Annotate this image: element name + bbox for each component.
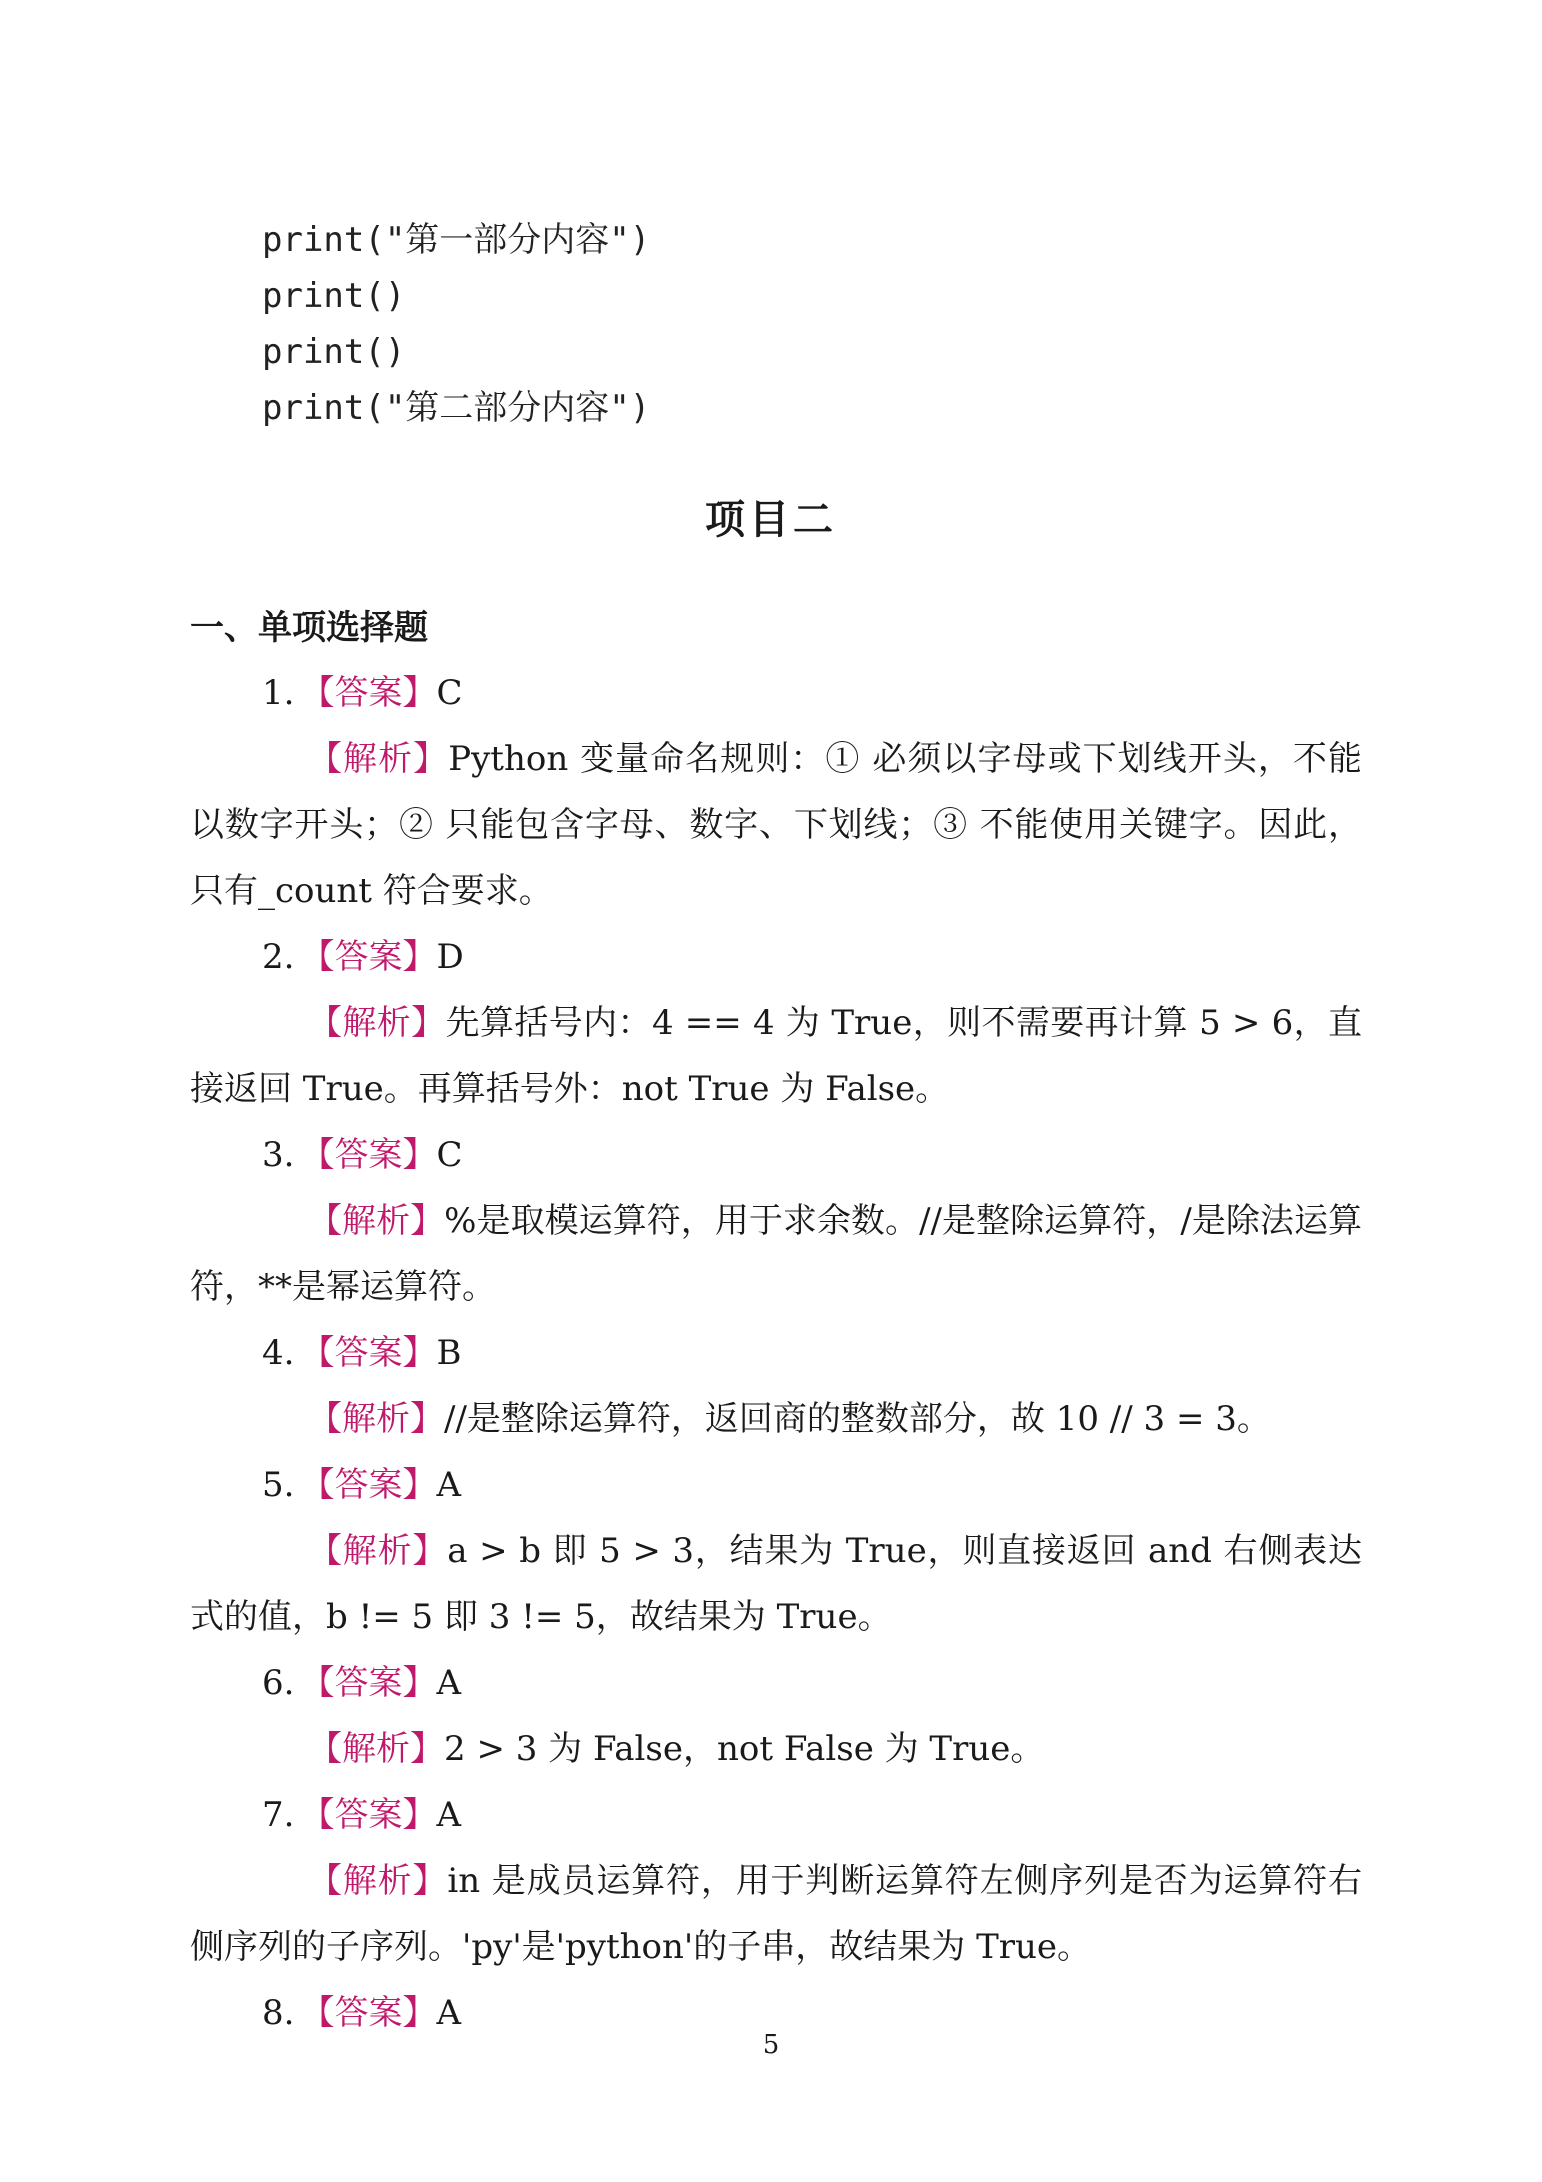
answer-line <box>190 924 1362 990</box>
question-number: 7. <box>262 1795 295 1835</box>
analysis-tag: 【解析】 <box>308 739 449 779</box>
project-title: 项目二 <box>705 497 837 543</box>
code-line: print("第一部分内容") <box>262 220 651 260</box>
answer-line <box>190 660 1362 726</box>
analysis-tag: 【解析】 <box>308 1399 444 1439</box>
analysis-text: 2 > 3 为 False，not False 为 True。 <box>444 1729 1045 1769</box>
analysis-paragraph <box>190 990 1362 1122</box>
analysis-text: %是取模运算符，用于求余数。//是整除运算符，/是除法运算符，**是幂运算符。 <box>190 1201 1362 1307</box>
analysis-text: in 是成员运算符，用于判断运算符左侧序列是否为运算符右侧序列的子序列。'py'是'python'的子串，故结果为 True。 <box>190 1861 1363 1967</box>
page-number: 5 <box>762 2030 780 2060</box>
question-number: 4. <box>262 1333 295 1373</box>
question-number: 6. <box>262 1663 295 1703</box>
answer-line <box>190 1782 1362 1848</box>
answer-tag: 【答案】 <box>300 1465 437 1505</box>
answer-line <box>190 1320 1362 1386</box>
analysis-tag: 【解析】 <box>308 1729 444 1769</box>
question-number: 3. <box>262 1135 295 1175</box>
answer-list <box>190 660 1362 2046</box>
analysis-text: a > b 即 5 > 3，结果为 True，则直接返回 and 右侧表达式的值，b != 5 即 3 != 5，故结果为 True。 <box>190 1531 1362 1637</box>
answer-tag: 【答案】 <box>300 1333 437 1373</box>
answer-value: A <box>436 1993 462 2033</box>
analysis-tag: 【解析】 <box>308 1531 448 1571</box>
code-line: print() <box>262 332 406 372</box>
answer-value: C <box>436 1135 463 1175</box>
analysis-tag: 【解析】 <box>308 1201 445 1241</box>
analysis-text: //是整除运算符，返回商的整数部分，故 10 // 3 = 3。 <box>444 1399 1271 1439</box>
answer-tag: 【答案】 <box>300 673 437 713</box>
analysis-paragraph <box>190 1386 1362 1452</box>
answer-value: A <box>436 1795 462 1835</box>
analysis-tag: 【解析】 <box>308 1861 448 1901</box>
answer-tag: 【答案】 <box>300 1795 437 1835</box>
answer-value: D <box>436 937 464 977</box>
question-number: 1. <box>262 673 295 713</box>
answer-tag: 【答案】 <box>300 1135 437 1175</box>
answer-value: A <box>436 1465 462 1505</box>
answer-value: B <box>436 1333 462 1373</box>
answer-value: A <box>436 1663 462 1703</box>
answer-line <box>190 1122 1362 1188</box>
analysis-text: Python 变量命名规则：① 必须以字母或下划线开头，不能以数字开头；② 只能包含字母、数字、下划线；③ 不能使用关键字。因此，只有_count 符合要求。 <box>190 739 1362 911</box>
code-line: print("第二部分内容") <box>262 388 651 428</box>
answer-tag: 【答案】 <box>300 1993 437 2033</box>
answer-line <box>190 1650 1362 1716</box>
analysis-paragraph <box>190 1518 1362 1650</box>
analysis-tag: 【解析】 <box>308 1003 446 1043</box>
answer-tag: 【答案】 <box>300 937 437 977</box>
answer-line <box>190 1452 1362 1518</box>
question-number: 5. <box>262 1465 295 1505</box>
code-block <box>262 212 650 436</box>
analysis-paragraph <box>190 1848 1362 1980</box>
answer-value: C <box>436 673 463 713</box>
analysis-paragraph <box>190 1716 1362 1782</box>
section-title: 一、单项选择题 <box>190 608 428 648</box>
question-number: 2. <box>262 937 295 977</box>
analysis-paragraph <box>190 1188 1362 1320</box>
answer-tag: 【答案】 <box>300 1663 437 1703</box>
analysis-paragraph <box>190 726 1362 924</box>
code-line: print() <box>262 276 406 316</box>
question-number: 8. <box>262 1993 295 2033</box>
analysis-text: 先算括号内：4 == 4 为 True，则不需要再计算 5 > 6，直接返回 True。再算括号外：not True 为 False。 <box>190 1003 1363 1109</box>
